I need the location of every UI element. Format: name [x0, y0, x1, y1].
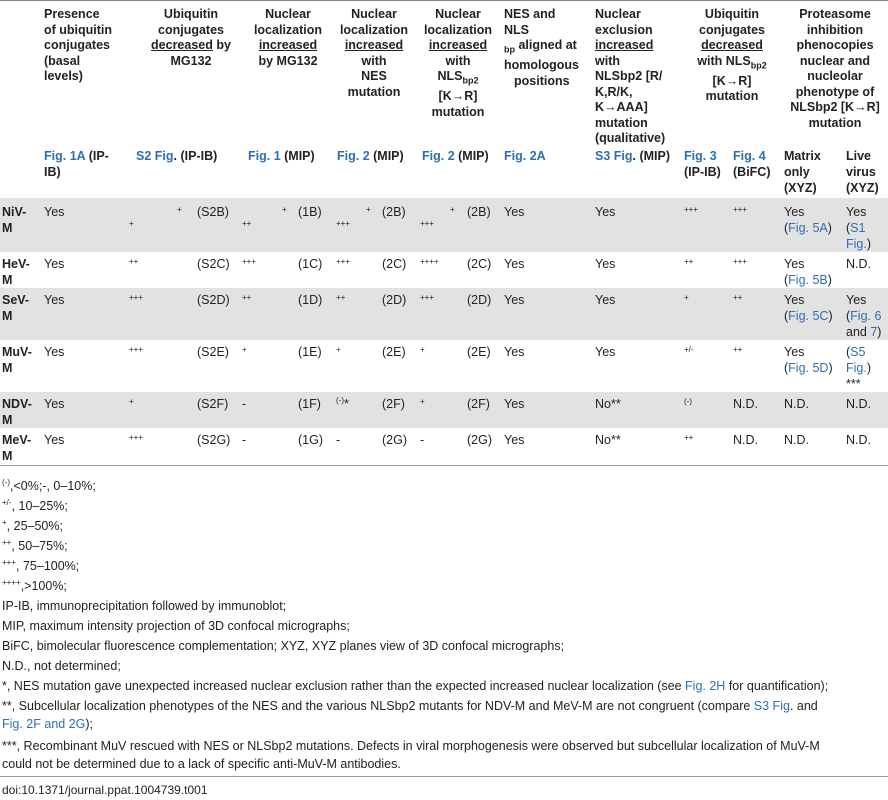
- cell-ref: (2C): [467, 257, 492, 271]
- table-row: [0, 252, 888, 288]
- footnote: MIP, maximum intensity projection of 3D confocal micrographs;: [2, 619, 350, 633]
- cell-ref: (2C): [382, 257, 407, 271]
- cell-ref: (S2D): [197, 293, 230, 307]
- footnote: could not be determined due to a lack of specific anti-MuV-M antibodies.: [2, 757, 401, 771]
- cell-ref: (1C): [298, 257, 323, 271]
- cell-value: ++: [242, 219, 252, 228]
- cell-value: (-)*: [336, 396, 349, 411]
- doi-text: doi:10.1371/journal.ppat.1004739.t001: [2, 783, 208, 797]
- cell-ref: (1G): [298, 433, 323, 447]
- header-nes-nls-aligned: NES and NLS $_{bp}$ aligned at homologous positions: [504, 7, 579, 88]
- cell-ref: (2D): [467, 293, 492, 307]
- fig-1-link[interactable]: Fig. 1: [248, 149, 281, 163]
- cell-ref: (2F): [467, 397, 490, 411]
- cell-ref: (2E): [467, 345, 491, 359]
- cell-value: Yes: [595, 257, 616, 271]
- cell-value: +++: [420, 293, 435, 302]
- footnote: **, Subcellular localization phenotypes of the NES and the various NLSbp2 mutants for NDV-M and MeV-M are not congruent (compare S3 Fig. and: [2, 699, 818, 713]
- cell-value: +++: [733, 257, 748, 266]
- cell-value: -: [336, 433, 341, 447]
- row-label: NiV- M: [2, 205, 27, 235]
- subheader-fig2a: [504, 148, 546, 164]
- cell-value: -: [420, 433, 425, 447]
- cell-value: +/-: [684, 345, 694, 354]
- footnote: +, 25–50%;: [2, 518, 63, 533]
- cell-value: Yes: [595, 293, 616, 307]
- fig-link[interactable]: Fig. 5B: [788, 273, 828, 287]
- header-ubiquitin-decreased-nls: Ubiquitin conjugates decreased with $NLS_{bp2}$ [K→R] mutation: [697, 7, 767, 103]
- cell-value: Yes: [44, 205, 65, 219]
- fig-link[interactable]: S1: [850, 221, 866, 235]
- row-label: NDV- M: [2, 397, 32, 427]
- subheader-live-virus: Live virus (XYZ): [846, 149, 879, 195]
- cell-ref: (2D): [382, 293, 407, 307]
- cell-value: Yes: [595, 205, 616, 219]
- cell-value: Yes: [504, 433, 525, 447]
- fig-2h-link[interactable]: Fig. 2H: [685, 679, 726, 693]
- cell-value: No**: [595, 397, 621, 411]
- cell-value: Yes: [595, 345, 616, 359]
- cell-value: ++: [336, 293, 346, 302]
- cell-ref: (S2C): [197, 257, 230, 271]
- cell-value: N.D.: [733, 433, 758, 447]
- table-row: [0, 288, 888, 340]
- header-nuclear-localization-nes: Nuclear localization increased with NES mutation: [339, 7, 409, 99]
- cell-value: +++: [129, 345, 144, 354]
- footnote: ++, 50–75%;: [2, 538, 68, 553]
- fig-2-link[interactable]: Fig. 2: [422, 149, 455, 163]
- header-proteasome-inhibition: Proteasome inhibition phenocopies nuclear and nucleolar phenotype of NLSbp2 [K→R] mutation: [790, 7, 880, 130]
- cell-value: N.D.: [784, 433, 809, 447]
- cell-value: -: [242, 433, 247, 447]
- cell-ref: (1F): [298, 397, 321, 411]
- fig-2-link[interactable]: Fig. 2: [337, 149, 370, 163]
- footnote: +/-, 10–25%;: [2, 498, 68, 513]
- cell-value: ++++: [420, 257, 439, 266]
- subheader-matrix-only: Matrix only (XYZ): [784, 149, 821, 195]
- row-label: SeV- M: [2, 293, 30, 323]
- cell-value: Yes: [44, 345, 65, 359]
- cell-ref: (2B): [382, 205, 406, 219]
- fig-link[interactable]: 7: [870, 325, 878, 339]
- cell-value: Yes: [44, 397, 65, 411]
- fig-link[interactable]: Fig.: [846, 361, 867, 375]
- header-nuclear-localization-mg132: Nuclear localization increased by MG132: [253, 7, 323, 68]
- cell-value: +: [420, 397, 425, 406]
- table-row: [0, 392, 888, 428]
- cell-value: +: [242, 345, 247, 354]
- cell-value: Yes (S1 Fig.): [846, 205, 872, 251]
- cell-value: +++: [733, 205, 748, 214]
- cell-value: +++: [336, 219, 351, 228]
- footnote: N.D., not determined;: [2, 659, 121, 673]
- cell-value: ++: [733, 345, 743, 354]
- fig-2a-link[interactable]: Fig. 2A: [504, 149, 546, 163]
- footnote: *, NES mutation gave unexpected increased nuclear exclusion rather than the expected increased nuclear localization (see Fig. 2H for quantification);: [2, 679, 829, 693]
- cell-value: +: [129, 219, 134, 228]
- table-bottom-rule: [0, 465, 888, 466]
- cell-value: Yes: [504, 205, 525, 219]
- cell-value: +++: [129, 293, 144, 302]
- fig-link[interactable]: S5: [850, 345, 866, 359]
- cell-ref: (2G): [382, 433, 407, 447]
- cell-ref: (2E): [382, 345, 406, 359]
- cell-ref: (S2G): [197, 433, 231, 447]
- row-label: MeV- M: [2, 433, 32, 463]
- header-nuclear-exclusion: Nuclear exclusion increased with NLSbp2 [R/ K,R/K, K→AAA] mutation (qualitative): [595, 7, 666, 145]
- cell-ref: (1B): [298, 205, 322, 219]
- cell-ref: (1E): [298, 345, 322, 359]
- subheader-s2-fig: S2 Fig. (IP-IB): [136, 149, 218, 163]
- table-top-rule: [0, 0, 888, 1]
- footnote: ***, Recombinant MuV rescued with NES or NLSbp2 mutations. Defects in viral morphogenesis were observed but subcellular localization of MuV-M: [2, 739, 820, 753]
- subheader-fig1: Fig. 1 (MIP): [248, 149, 315, 163]
- footnote: (-),<0%;-, 0–10%;: [2, 478, 96, 493]
- subheader-fig4: Fig. 4 (BiFC): [733, 149, 771, 179]
- cell-ref: (2G): [467, 433, 492, 447]
- footnote: BiFC, bimolecular fluorescence complementation; XYZ, XYZ planes view of 3D confocal micrographs;: [2, 639, 565, 653]
- cell-ref: (S2F): [197, 397, 229, 411]
- cell-value: (-): [684, 397, 692, 406]
- fig-link[interactable]: Fig.: [846, 237, 867, 251]
- subheader-fig3: Fig. 3 (IP-IB): [684, 149, 721, 179]
- fig-2f-2g-link[interactable]: Fig. 2F and 2G: [2, 717, 86, 731]
- cell-value: ++: [684, 433, 694, 442]
- cell-value: +++: [129, 433, 144, 442]
- cell-value: -: [242, 397, 247, 411]
- cell-value: Yes: [44, 433, 65, 447]
- cell-value: Yes: [44, 293, 65, 307]
- cell-value: (S5 Fig.) ***: [846, 345, 872, 391]
- cell-value: No**: [595, 433, 621, 447]
- header-ubiquitin-decreased-mg132: Ubiquitin conjugates decreased by MG132: [151, 7, 231, 68]
- cell-value: +++: [336, 257, 351, 266]
- header-nuclear-localization-nls: Nuclear localization increased with $NLS_{bp2}$ [K→R] mutation: [423, 7, 493, 119]
- cell-ref: (S2B): [197, 205, 229, 219]
- row-label: MuV- M: [2, 345, 32, 375]
- cell-value: Yes (Fig. 5C): [784, 293, 833, 323]
- cell-value: +++: [684, 205, 699, 214]
- cell-value: Yes: [44, 257, 65, 271]
- cell-value: +++: [242, 257, 257, 266]
- fig-4-link[interactable]: Fig. 4: [733, 149, 766, 163]
- subheader-fig2-nls: Fig. 2 (MIP): [422, 149, 489, 163]
- cell-ref: (1D): [298, 293, 323, 307]
- cell-value: +: [684, 293, 689, 302]
- cell-value: +: [366, 205, 371, 214]
- cell-ref: (2F): [382, 397, 405, 411]
- cell-value: +: [177, 205, 182, 214]
- header-ubiquitin-presence: Presence of ubiquitin conjugates (basal levels): [44, 7, 113, 83]
- subheader-s3-fig: S3 Fig. (MIP): [595, 149, 671, 163]
- cell-value: N.D.: [846, 257, 871, 271]
- cell-value: Yes (Fig. 5B): [784, 257, 832, 287]
- cell-value: +: [336, 345, 341, 354]
- footer-rule: [0, 776, 888, 777]
- cell-value: ++: [129, 257, 139, 266]
- cell-value: Yes (Fig. 5A): [784, 205, 832, 235]
- s2-fig-link[interactable]: S2 Fig: [136, 149, 174, 163]
- cell-value: +: [450, 205, 455, 214]
- fig-link[interactable]: Fig. 5D: [788, 361, 829, 375]
- row-label: HeV- M: [2, 257, 30, 287]
- cell-value: +: [129, 397, 134, 406]
- cell-value: +: [282, 205, 287, 214]
- cell-value: Yes (Fig. 6 and 7): [846, 293, 882, 339]
- cell-value: ++: [733, 293, 743, 302]
- fig-link[interactable]: Fig. 5A: [788, 221, 828, 235]
- subheader-fig1a: Fig. 1A (IP- IB): [44, 149, 109, 179]
- footnote: ++++,>100%;: [2, 578, 67, 593]
- footnote: IP-IB, immunoprecipitation followed by immunoblot;: [2, 599, 287, 613]
- table-row: [0, 340, 888, 392]
- cell-ref: (S2E): [197, 345, 229, 359]
- s3-fig-link[interactable]: S3 Fig: [753, 699, 790, 713]
- table-row: [0, 428, 888, 464]
- fig-1a-link[interactable]: Fig. 1A: [44, 149, 86, 163]
- cell-value: +: [420, 345, 425, 354]
- subheader-fig2-nes: Fig. 2 (MIP): [337, 149, 404, 163]
- cell-value: N.D.: [846, 433, 871, 447]
- cell-value: ++: [684, 257, 694, 266]
- cell-value: Yes: [504, 345, 525, 359]
- fig-3-link[interactable]: Fig. 3: [684, 149, 717, 163]
- fig-link[interactable]: Fig. 5C: [788, 309, 829, 323]
- cell-ref: (2B): [467, 205, 491, 219]
- s3-fig-link[interactable]: S3 Fig: [595, 149, 633, 163]
- cell-value: +++: [420, 219, 435, 228]
- cell-value: Yes: [504, 257, 525, 271]
- footnote: Fig. 2F and 2G);: [2, 717, 94, 731]
- cell-value: N.D.: [784, 397, 809, 411]
- cell-value: Yes: [504, 397, 525, 411]
- cell-value: N.D.: [846, 397, 871, 411]
- fig-link[interactable]: Fig. 6: [850, 309, 882, 323]
- cell-value: Yes: [504, 293, 525, 307]
- table-row: [0, 198, 888, 252]
- cell-value: ++: [242, 293, 252, 302]
- cell-value: Yes (Fig. 5D): [784, 345, 833, 375]
- footnote: +++, 75–100%;: [2, 558, 80, 573]
- cell-value: N.D.: [733, 397, 758, 411]
